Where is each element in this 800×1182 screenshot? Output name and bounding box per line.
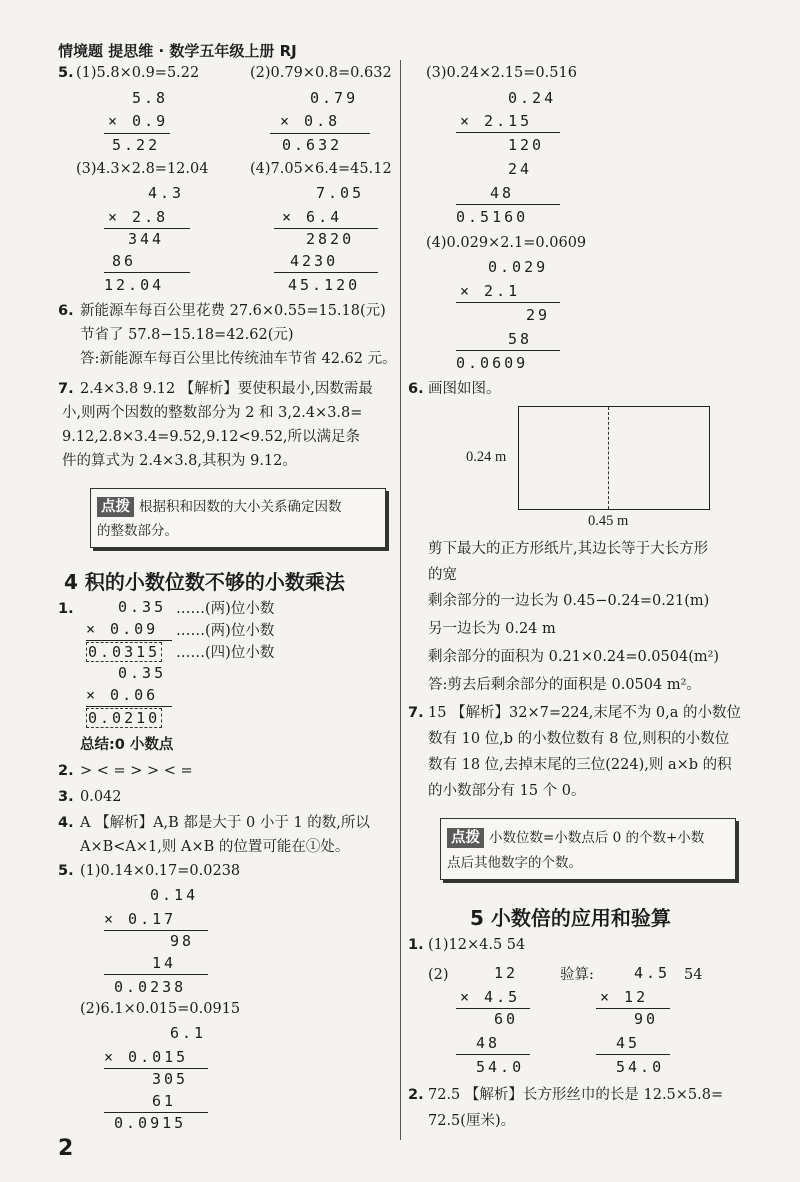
tip-box xyxy=(440,818,736,880)
calc-rule xyxy=(456,1008,530,1009)
calc-rule xyxy=(86,706,172,707)
calc-rule xyxy=(104,272,190,273)
calc-rule xyxy=(274,272,378,273)
calc-result: 5.22 xyxy=(112,136,161,154)
question-number: 1. xyxy=(408,937,424,953)
q5-part4-equation: (4)7.05×6.4=45.12 xyxy=(250,161,392,177)
q5-part3-equation: (3)0.24×2.15=0.516 xyxy=(426,65,577,81)
calc-line: 7.05 xyxy=(316,184,365,202)
calc-line: 86 xyxy=(112,252,137,270)
calc-line: × 4.5 xyxy=(460,988,521,1006)
question-number: 6. xyxy=(58,303,74,319)
calc-result-boxed: 0.0315 xyxy=(88,643,161,661)
column-divider xyxy=(400,60,401,1140)
annotation: ……(两)位小数 xyxy=(176,601,275,617)
calc-line: 98 xyxy=(170,932,195,950)
answer-text: 0.042 xyxy=(80,789,122,805)
calc-line: 0.029 xyxy=(488,258,549,276)
question-number: 5. xyxy=(58,863,74,879)
calc-result-boxed: 0.0210 xyxy=(88,709,161,727)
calc-rule xyxy=(104,1112,208,1113)
calc-rule xyxy=(456,132,560,133)
tip-text: 的整数部分。 xyxy=(97,523,178,539)
calc-result: 54.0 xyxy=(476,1058,525,1076)
q5-part3-equation: (3)4.3×2.8=12.04 xyxy=(76,161,209,177)
calc-line: 305 xyxy=(152,1070,189,1088)
calc-rule xyxy=(86,640,172,641)
calc-line: 60 xyxy=(494,1010,519,1028)
answer-text: A×B<A×1,则 A×B 的位置可能在①处。 xyxy=(80,839,350,855)
page-number: 2 xyxy=(58,1136,74,1161)
calc-rule xyxy=(456,1054,530,1055)
calc-result: 0.0238 xyxy=(114,978,187,996)
question-number: 3. xyxy=(58,789,74,805)
q6-line: 新能源车每百公里花费 27.6×0.55=15.18(元) xyxy=(80,303,386,319)
q1-line: (1)12×4.5 54 xyxy=(428,937,526,953)
q7-line: 件的算式为 2.4×3.8,其积为 9.12。 xyxy=(62,453,297,469)
calc-line: × 6.4 xyxy=(282,208,343,226)
q5-part1-equation: (1)0.14×0.17=0.0238 xyxy=(80,863,241,879)
question-number: 7. xyxy=(408,705,424,721)
calc-line: 4230 xyxy=(290,252,339,270)
calc-rule xyxy=(274,228,378,229)
q6-line: 剩余部分的一边长为 0.45−0.24=0.21(m) xyxy=(428,593,710,609)
question-number: 1. xyxy=(58,601,74,617)
q7-line: 小,则两个因数的整数部分为 2 和 3,2.4×3.8= xyxy=(62,405,363,421)
q7-line: 的小数部分有 15 个 0。 xyxy=(428,783,586,799)
q5-part2-equation: (2)0.79×0.8=0.632 xyxy=(250,65,392,81)
question-number: 6. xyxy=(408,381,424,397)
calc-line: 344 xyxy=(128,230,165,248)
calc-result: 0.0609 xyxy=(456,354,529,372)
calc-rule xyxy=(456,204,560,205)
calc-line: 0.79 xyxy=(310,89,359,107)
q6-answer: 答:剪去后剩余部分的面积是 0.0504 m²。 xyxy=(428,677,701,693)
calc-rule xyxy=(456,350,560,351)
calc-rule xyxy=(104,930,208,931)
answer-text: > < = > > < = xyxy=(80,763,193,779)
question-number: 2. xyxy=(58,763,74,779)
question-number: 4. xyxy=(58,815,74,831)
calc-line: 61 xyxy=(152,1092,177,1110)
calc-rule xyxy=(270,133,370,134)
q6-line: 剩余部分的面积为 0.21×0.24=0.0504(m²) xyxy=(428,649,720,665)
q6-line: 节省了 57.8−15.18=42.62(元) xyxy=(80,327,294,343)
q7-line: 2.4×3.8 9.12 【解析】要使积最小,因数需最 xyxy=(80,381,373,397)
calc-rule xyxy=(596,1054,670,1055)
q6-line: 另一边长为 0.24 m xyxy=(428,621,556,637)
q7-line: 数有 18 位,去掉末尾的三位(224),则 a×b 的积 xyxy=(428,757,732,773)
q2-line: 72.5 【解析】长方形丝巾的长是 12.5×5.8= xyxy=(428,1087,724,1103)
calc-line: × 0.06 xyxy=(86,686,159,704)
tip-box xyxy=(90,488,386,548)
calc-rule xyxy=(104,228,190,229)
q7-line: 15 【解析】32×7=224,末尾不为 0,a 的小数位 xyxy=(428,705,742,721)
q5-part4-equation: (4)0.029×2.1=0.0609 xyxy=(426,235,587,251)
section-title: 4 积的小数位数不够的小数乘法 xyxy=(64,570,345,594)
calc-result: 12.04 xyxy=(104,276,165,294)
question-number: 5. xyxy=(58,65,74,81)
tip-text: 点后其他数字的个数。 xyxy=(447,855,582,871)
calc-line: 45 xyxy=(616,1034,641,1052)
calc-line: 0.35 xyxy=(118,664,167,682)
calc-line: 120 xyxy=(508,136,545,154)
check-result: 54 xyxy=(684,967,703,983)
calc-line: × 2.1 xyxy=(460,282,521,300)
q7-line: 9.12,2.8×3.4=9.52,9.12<9.52,所以满足条 xyxy=(62,429,361,445)
calc-line: × 0.09 xyxy=(86,620,159,638)
calc-line: × 0.17 xyxy=(104,910,177,928)
calc-line: 14 xyxy=(152,954,177,972)
q6-answer: 答:新能源车每百公里比传统油车节省 42.62 元。 xyxy=(80,351,397,367)
calc-rule xyxy=(104,133,170,134)
question-number: 2. xyxy=(408,1087,424,1103)
section-title: 5 小数倍的应用和验算 xyxy=(470,906,671,930)
calc-line: 0.24 xyxy=(508,89,557,107)
q2-line: 72.5(厘米)。 xyxy=(428,1113,516,1129)
q7-line: 数有 10 位,b 的小数位数有 8 位,则积的小数位 xyxy=(428,731,730,747)
tip-tag: 点拨 xyxy=(447,828,484,848)
calc-result: 54.0 xyxy=(616,1058,665,1076)
answer-text: A 【解析】A,B 都是大于 0 小于 1 的数,所以 xyxy=(80,815,370,831)
calc-line: 0.14 xyxy=(150,886,199,904)
q1-part2-label: (2) xyxy=(428,967,449,983)
tip-tag: 点拨 xyxy=(97,497,134,517)
q5-part1-equation: (1)5.8×0.9=5.22 xyxy=(76,65,200,81)
annotation: ……(四)位小数 xyxy=(176,645,275,661)
calc-line: 2820 xyxy=(306,230,355,248)
calc-line: × 0.015 xyxy=(104,1048,189,1066)
calc-result: 45.120 xyxy=(288,276,361,294)
figure-width-label: 0.45 m xyxy=(588,513,629,529)
check-label: 验算: xyxy=(560,967,594,983)
calc-result: 0.0915 xyxy=(114,1114,187,1132)
q5-part2-equation: (2)6.1×0.015=0.0915 xyxy=(80,1001,241,1017)
calc-line: × 0.9 xyxy=(108,112,169,130)
q6-line: 剪下最大的正方形纸片,其边长等于大长方形 xyxy=(428,541,709,557)
calc-line: 4.5 xyxy=(634,964,671,982)
calc-line: 12 xyxy=(494,964,519,982)
calc-result: 0.5160 xyxy=(456,208,529,226)
calc-line: 90 xyxy=(634,1010,659,1028)
tip-text: 小数位数=小数点后 0 的个数+小数 xyxy=(489,830,705,846)
page-header-title: 情境题 提思维 · 数学五年级上册 RJ xyxy=(58,42,297,60)
calc-line: × 12 xyxy=(600,988,649,1006)
calc-line: 6.1 xyxy=(170,1024,207,1042)
calc-line: × 2.8 xyxy=(108,208,169,226)
calc-rule xyxy=(104,974,208,975)
q6-text: 画图如图。 xyxy=(428,381,501,397)
calc-rule xyxy=(456,302,560,303)
calc-line: 0.35 xyxy=(118,598,167,616)
calc-line: × 2.15 xyxy=(460,112,533,130)
figure-height-label: 0.24 m xyxy=(466,449,507,465)
calc-result: 0.632 xyxy=(282,136,343,154)
calc-rule xyxy=(104,1068,208,1069)
tip-text: 根据积和因数的大小关系确定因数 xyxy=(139,499,342,515)
cut-line xyxy=(608,407,609,509)
calc-line: 24 xyxy=(508,160,533,178)
summary: 总结:0 小数点 xyxy=(80,737,174,753)
calc-line: 5.8 xyxy=(132,89,169,107)
rectangle-figure xyxy=(518,406,710,510)
question-number: 7. xyxy=(58,381,74,397)
calc-line: × 0.8 xyxy=(280,112,341,130)
calc-rule xyxy=(596,1008,670,1009)
annotation: ……(两)位小数 xyxy=(176,623,275,639)
calc-line: 48 xyxy=(476,1034,501,1052)
calc-line: 4.3 xyxy=(148,184,185,202)
calc-line: 58 xyxy=(508,330,533,348)
q6-line: 的宽 xyxy=(428,567,457,583)
calc-line: 48 xyxy=(490,184,515,202)
calc-line: 29 xyxy=(526,306,551,324)
